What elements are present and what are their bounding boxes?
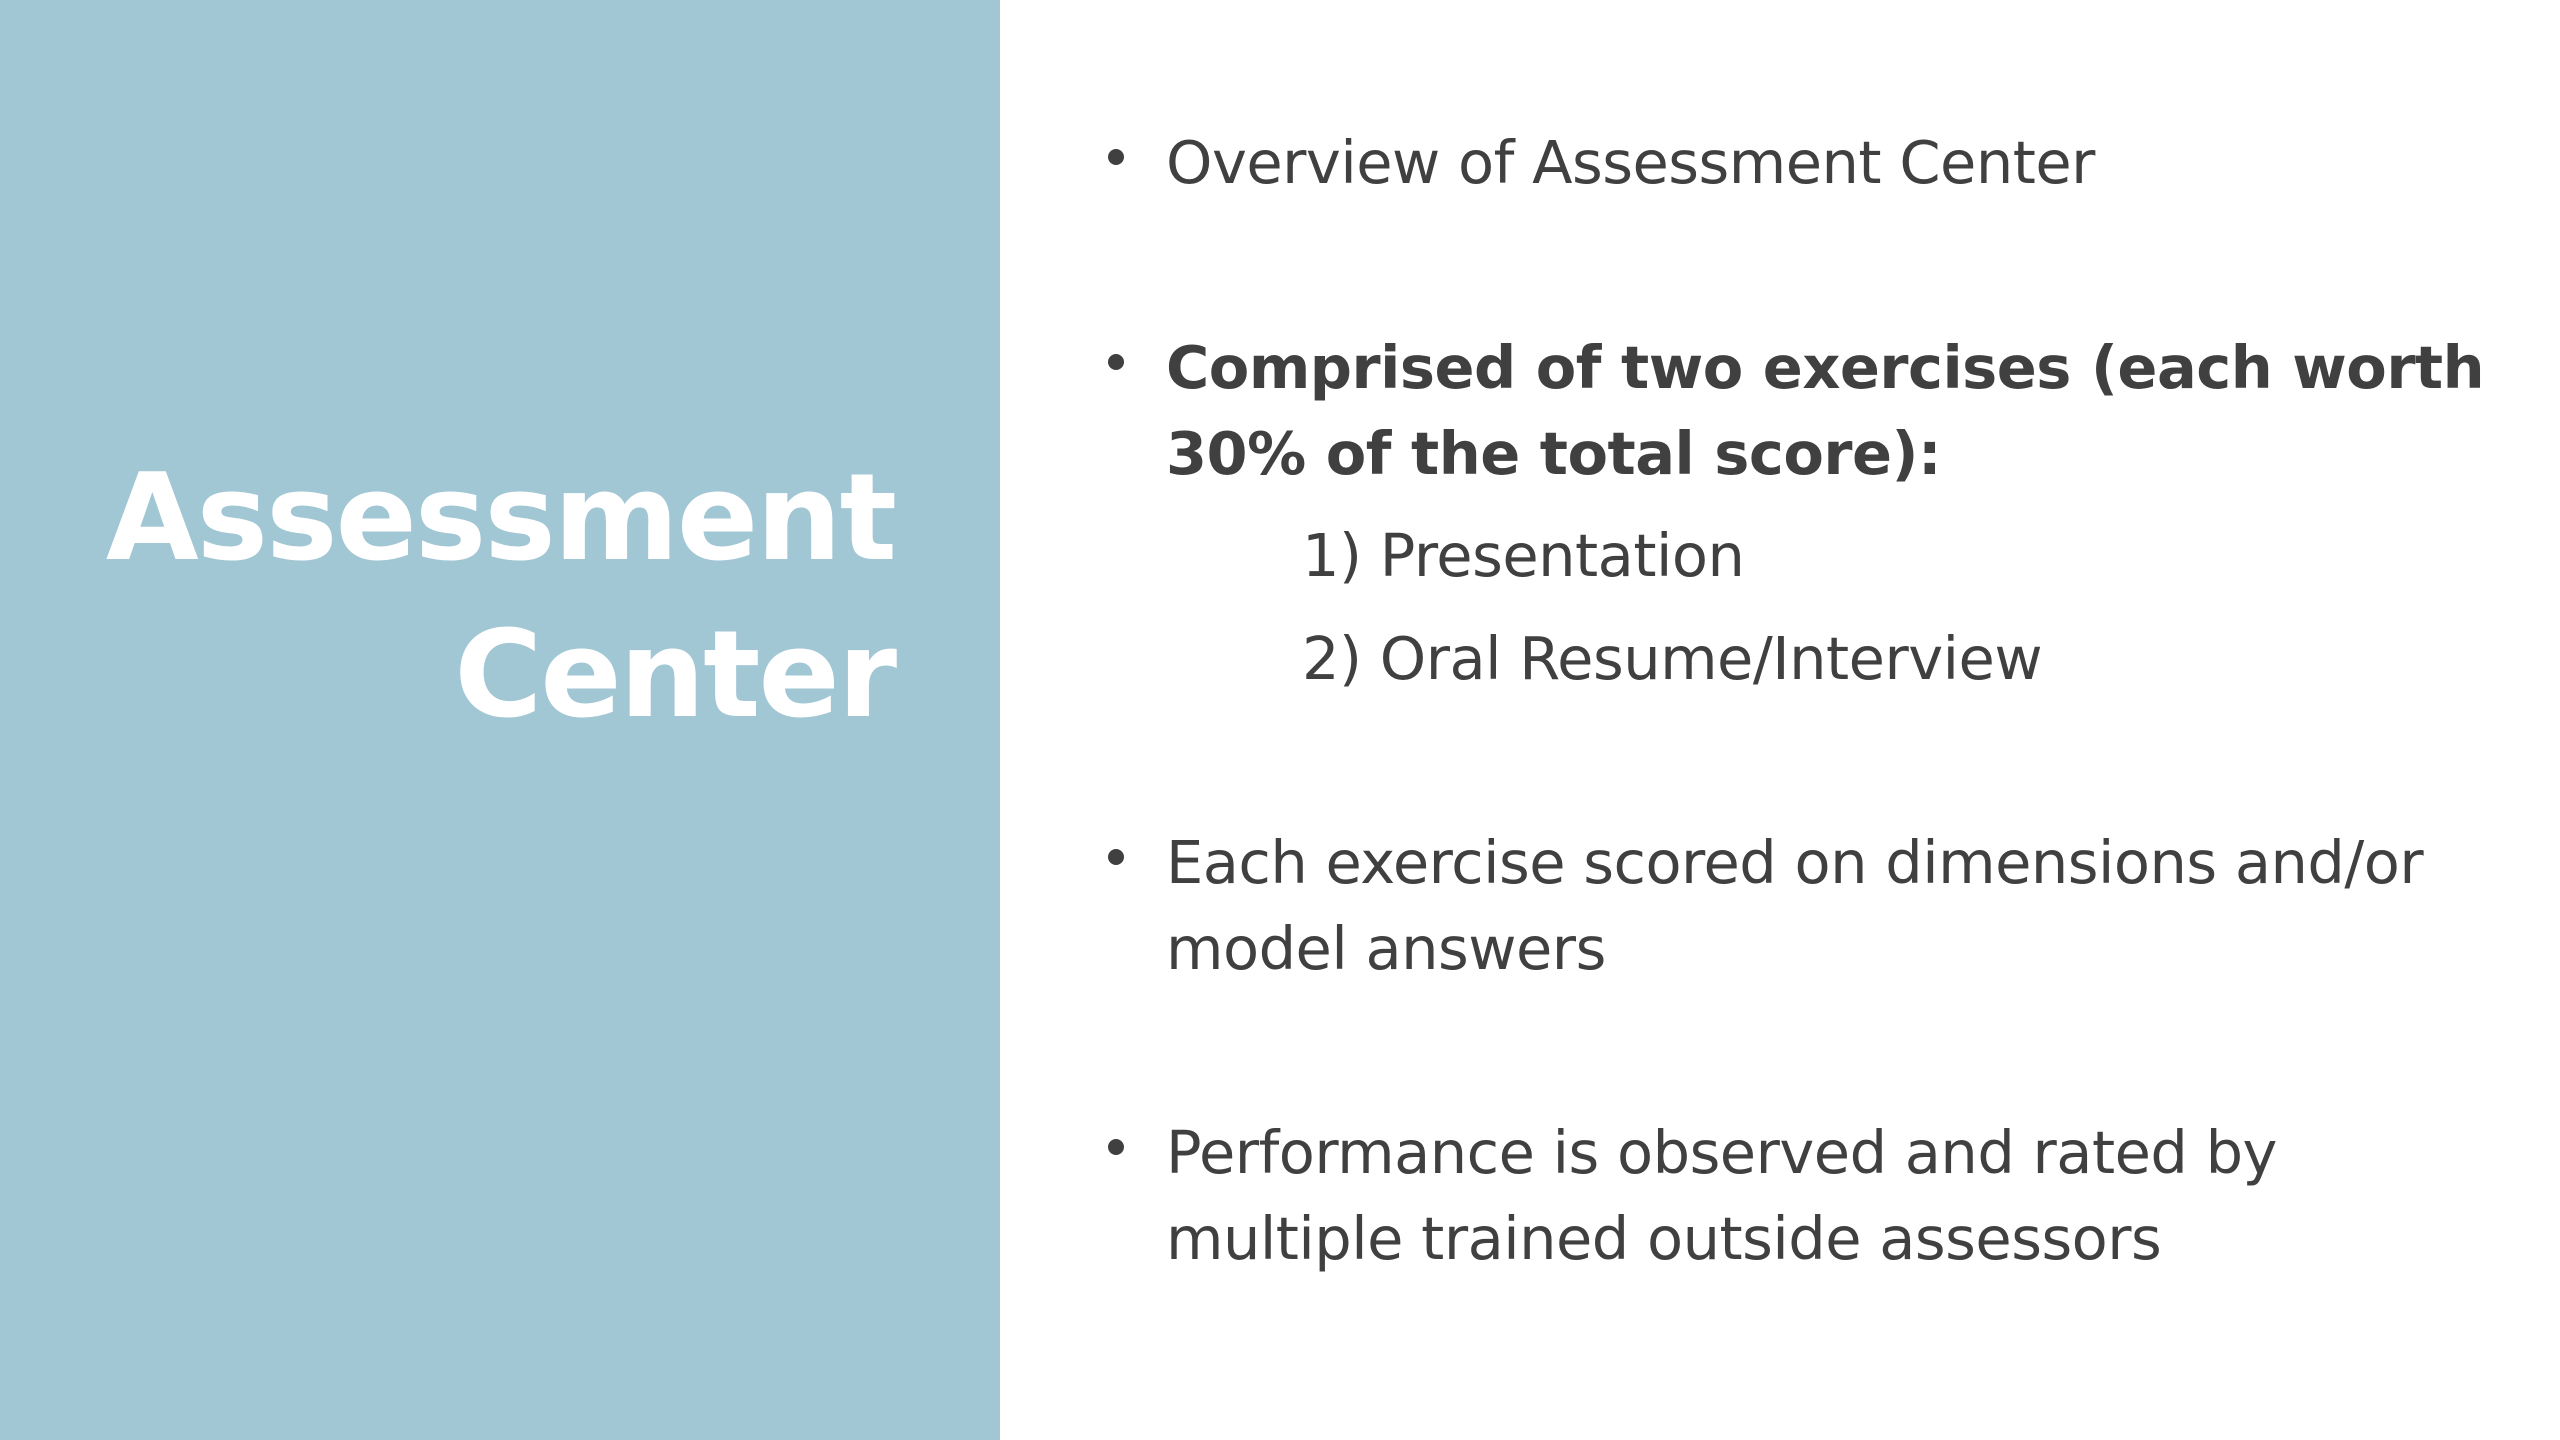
- bullet-item: [1100, 1110, 2500, 1282]
- bullet-text: Each exercise scored on dimensions and/or model answers: [1166, 828, 2424, 983]
- bullet-item: [1100, 820, 2500, 992]
- bullet-dot-icon: [1108, 354, 1124, 370]
- bullet-dot-icon: [1108, 849, 1124, 865]
- sub-item: 2) Oral Resume/Interview: [1302, 624, 2043, 693]
- bullet-item: [1100, 325, 2500, 497]
- bullet-text: Comprised of two exercises (each worth 30% of the total score):: [1166, 333, 2485, 488]
- slide-title-line-2: Center: [454, 606, 895, 745]
- slide-title: [35, 440, 895, 754]
- bullet-text: Overview of Assessment Center: [1166, 128, 2095, 197]
- slide-title-line-1: Assessment: [105, 449, 895, 588]
- bullet-dot-icon: [1108, 149, 1124, 165]
- bullet-item: [1100, 120, 2500, 206]
- bullet-list: [1100, 0, 2500, 1440]
- sub-item: 1) Presentation: [1302, 521, 1745, 590]
- bullet-text: Performance is observed and rated by multiple trained outside assessors: [1166, 1118, 2277, 1273]
- title-panel: [0, 0, 1000, 1440]
- bullet-dot-icon: [1108, 1139, 1124, 1155]
